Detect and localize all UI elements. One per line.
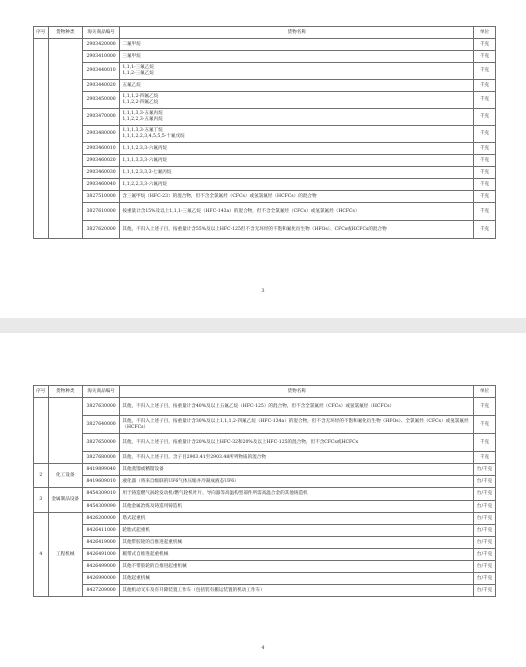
table-row xyxy=(34,434,496,452)
name-cell xyxy=(120,573,474,585)
unit-cell: 千克 xyxy=(474,191,496,203)
unit-cell: 千克 xyxy=(474,92,496,109)
unit-cell: 台/千克 xyxy=(474,476,496,488)
code-cell: 3827650000 xyxy=(82,434,119,452)
name-cell xyxy=(120,585,474,597)
kind-cell: 化工设备 xyxy=(48,464,82,488)
name-cell xyxy=(120,549,474,561)
seq-cell: 2 xyxy=(34,464,49,488)
table-row xyxy=(34,39,496,51)
code-cell: 3827640000 xyxy=(82,416,119,434)
code-cell: 3827680000 xyxy=(82,452,119,464)
document-page-3 xyxy=(0,0,526,318)
unit-cell: 台/千克 xyxy=(474,573,496,585)
header-kind: 货物种类 xyxy=(48,27,82,39)
seq-cell: 4 xyxy=(34,513,49,597)
code-cell: 8426419000 xyxy=(82,537,119,549)
page-number: 3 xyxy=(261,288,265,294)
table-row xyxy=(34,416,496,434)
unit-cell: 台/千克 xyxy=(474,549,496,561)
name-cell xyxy=(120,398,474,416)
name-line: 用于铸造燃气涡轮发动机/燃气轮机叶片、导向器等高温构型部件所需高温合金的其他铸造机 xyxy=(122,491,308,497)
name-line: 履带式自推进起重机械 xyxy=(122,551,169,557)
table-header-row xyxy=(34,386,496,398)
table-row xyxy=(34,51,496,63)
code-cell: 3827610000 xyxy=(82,203,119,221)
code-cell: 8454309010 xyxy=(82,488,119,501)
name-line: 塔式起重机 xyxy=(122,515,146,521)
table-row xyxy=(34,525,496,537)
unit-cell: 千克 xyxy=(474,143,496,155)
header-unit: 单位 xyxy=(474,27,496,39)
name-cell xyxy=(120,203,474,221)
table-row xyxy=(34,452,496,464)
table-row xyxy=(34,167,496,179)
table-row xyxy=(34,513,496,525)
code-cell: 8427209000 xyxy=(82,585,119,597)
code-cell: 8454309090 xyxy=(82,501,119,513)
name-cell xyxy=(120,51,474,63)
name-line: 1,1,2,2,3-五氟丙烷 xyxy=(122,117,163,122)
name-line: 其他，不归入上述子目，含子目2903.41至2903.48所列物质的混合物 xyxy=(122,454,266,460)
unit-cell: 台/千克 xyxy=(474,464,496,476)
table-row xyxy=(34,221,496,239)
kind-cell xyxy=(48,39,82,239)
name-cell xyxy=(120,537,474,549)
name-line: 1,1,1,3,3,3-六氟丙烷 xyxy=(122,157,168,163)
unit-cell: 台/千克 xyxy=(474,525,496,537)
header-name: 货物名称 xyxy=(120,386,474,398)
unit-cell: 千克 xyxy=(474,39,496,51)
table-header-row xyxy=(34,27,496,39)
name-cell xyxy=(120,143,474,155)
name-cell xyxy=(120,525,474,537)
name-line: 其他，不归入上述子目，按重量计含40%及以上五氟乙烷（HFC-125）的混合物，但不含全氯氟烃（CFCs）或氢氯氟烃（HCFCs） xyxy=(122,403,395,409)
unit-cell: 千克 xyxy=(474,203,496,221)
kind-cell xyxy=(48,398,82,464)
table-row xyxy=(34,561,496,573)
code-cell: 3827510000 xyxy=(82,191,119,203)
name-cell xyxy=(120,191,474,203)
document-page-4 xyxy=(0,333,526,667)
name-line: 含三氟甲烷（HFC-23）的混合物，但不含全氯氟烃（CFCs）或氢氯氟烃（HCFCs）的混合物 xyxy=(122,193,317,199)
seq-cell xyxy=(34,39,49,239)
name-line: 其他起重机械 xyxy=(122,575,150,581)
name-line: 1,1,1,2-四氟乙烷 xyxy=(122,94,159,100)
table-row xyxy=(34,476,496,488)
code-cell: 2903460010 xyxy=(82,143,119,155)
header-kind: 货物种类 xyxy=(48,386,82,398)
unit-cell: 千克 xyxy=(474,416,496,434)
name-line: 1,1,1,2,2,3,4,5,5,5-十氟戊烷 xyxy=(122,134,185,139)
unit-cell: 台/千克 xyxy=(474,585,496,597)
table-row xyxy=(34,398,496,416)
code-cell: 3827620000 xyxy=(82,221,119,239)
name-line: 轮胎式起重机 xyxy=(122,527,150,533)
code-cell: 2903480000 xyxy=(82,126,119,143)
name-line: 1,1,1,3,3-五氟丙烷 xyxy=(122,111,163,117)
table-row xyxy=(34,585,496,597)
table-row xyxy=(34,549,496,561)
table-row xyxy=(34,203,496,221)
unit-cell: 台/千克 xyxy=(474,513,496,525)
name-cell xyxy=(120,109,474,126)
name-cell xyxy=(120,488,474,501)
code-cell: 2903450000 xyxy=(82,92,119,109)
table-row xyxy=(34,501,496,513)
unit-cell: 千克 xyxy=(474,51,496,63)
code-cell: 2903440010 xyxy=(82,63,119,80)
goods-table-page-4 xyxy=(33,385,496,597)
name-cell xyxy=(120,92,474,109)
code-cell: 8426499000 xyxy=(82,561,119,573)
code-cell: 8419899040 xyxy=(82,464,119,476)
header-code: 海关商品编号 xyxy=(82,27,119,39)
name-line: 1,1,1,3,3-五氟丁烷 xyxy=(122,128,163,134)
unit-cell: 千克 xyxy=(474,398,496,416)
table-row xyxy=(34,126,496,143)
name-line: 1,1,1,2,3,3,3-七氟丙烷 xyxy=(122,169,172,175)
name-line: 其他，不归入上述子目，按重量计含55%及以上HFC-125但不含无环烃的不饱和氟化衍生物（HFOs）、CFCs或HCFCs的混合物 xyxy=(122,226,387,232)
table-row xyxy=(34,537,496,549)
table-row xyxy=(34,179,496,191)
name-line: 其他蒸馏或精馏设备 xyxy=(122,466,164,472)
name-cell xyxy=(120,221,474,239)
table-row xyxy=(34,92,496,109)
code-cell: 2903440020 xyxy=(82,80,119,92)
name-line: 1,1,2,2-四氟乙烷 xyxy=(122,100,159,105)
unit-cell: 千克 xyxy=(474,109,496,126)
page-number: 4 xyxy=(261,645,265,651)
name-line: 三氟甲烷 xyxy=(122,53,141,59)
code-cell: 2903410000 xyxy=(82,51,119,63)
name-cell xyxy=(120,126,474,143)
unit-cell: 千克 xyxy=(474,167,496,179)
kind-cell: 工程机械 xyxy=(48,513,82,597)
name-cell xyxy=(120,464,474,476)
unit-cell: 千克 xyxy=(474,434,496,452)
name-line: 其他不带胶轮的自推进起重机械 xyxy=(122,563,187,569)
name-line: 1,1,2-三氟乙烷 xyxy=(122,71,154,76)
name-line: 1,1,2,2,3,3-六氟丙烷 xyxy=(122,181,168,187)
table-row xyxy=(34,109,496,126)
code-cell: 2903420000 xyxy=(82,39,119,51)
code-cell: 8426200000 xyxy=(82,513,119,525)
name-line: 五氟乙烷 xyxy=(122,82,141,88)
unit-cell: 千克 xyxy=(474,221,496,239)
code-cell: 8426491000 xyxy=(82,549,119,561)
table-row xyxy=(34,464,496,476)
code-cell: 8426990000 xyxy=(82,573,119,585)
header-seq: 序号 xyxy=(34,27,49,39)
table-row xyxy=(34,573,496,585)
table-row xyxy=(34,155,496,167)
unit-cell: 台/千克 xyxy=(474,501,496,513)
name-line: 其他机动叉车及有升降装置工作车（包括装有搬运装置的机动工作车） xyxy=(122,587,265,593)
header-code: 海关商品编号 xyxy=(82,386,119,398)
name-cell xyxy=(120,416,474,434)
name-cell xyxy=(120,513,474,525)
name-cell xyxy=(120,63,474,80)
name-cell xyxy=(120,39,474,51)
code-cell: 8426411000 xyxy=(82,525,119,537)
unit-cell: 台/千克 xyxy=(474,488,496,501)
name-cell xyxy=(120,476,474,488)
table-row xyxy=(34,191,496,203)
goods-table-page-3 xyxy=(33,26,496,239)
name-line: 其他，不归入上述子目，按重量计含30%及以上1,1,1,2-四氟乙烷（HFC-134a）的混合物，但不含无环烃的不饱和氟化衍生物（HFOs）、全氯氟烃（CFCs）或氢氯氟烃（HCFCs） xyxy=(122,418,469,430)
header-name: 货物名称 xyxy=(120,27,474,39)
header-seq: 序号 xyxy=(34,386,49,398)
name-line: 按重量计含15%及以上1,1,1-三氟乙烷（HFC-143a）的混合物，但不含全氯氟烃（CFCs）或氢氯氟烃（HCFCs） xyxy=(122,208,360,214)
name-line: 其他带胶轮的自推进起重机械 xyxy=(122,539,183,545)
unit-cell: 千克 xyxy=(474,63,496,80)
code-cell: 2903470000 xyxy=(82,109,119,126)
unit-cell: 千克 xyxy=(474,80,496,92)
code-cell: 2903460030 xyxy=(82,167,119,179)
code-cell: 8419609010 xyxy=(82,476,119,488)
name-cell xyxy=(120,434,474,452)
seq-cell xyxy=(34,398,49,464)
name-cell xyxy=(120,167,474,179)
unit-cell: 千克 xyxy=(474,155,496,167)
name-cell xyxy=(120,452,474,464)
seq-cell: 3 xyxy=(34,488,49,513)
name-line: 其他金属冶炼及铸造用铸造机 xyxy=(122,503,183,509)
header-unit: 单位 xyxy=(474,386,496,398)
unit-cell: 台/千克 xyxy=(474,537,496,549)
code-cell: 3827630000 xyxy=(82,398,119,416)
kind-cell: 金属制品设备 xyxy=(48,488,82,513)
table-row xyxy=(34,63,496,80)
name-cell xyxy=(120,155,474,167)
name-line: 1,1,1-三氟乙烷 xyxy=(122,65,154,71)
table-row xyxy=(34,488,496,501)
name-cell xyxy=(120,501,474,513)
unit-cell: 千克 xyxy=(474,452,496,464)
name-line: 其他，不归入上述子目，按重量计含20%及以上HFC-32和20%及以上HFC-125的混合物，但不含CFCs或HCFCs xyxy=(122,439,359,445)
name-line: 液化器（将来自级联的UF6气体压缩并冷凝成液态UF6） xyxy=(122,478,239,484)
name-cell xyxy=(120,80,474,92)
unit-cell: 台/千克 xyxy=(474,561,496,573)
name-cell xyxy=(120,179,474,191)
name-cell xyxy=(120,561,474,573)
table-row xyxy=(34,80,496,92)
name-line: 二氟甲烷 xyxy=(122,41,141,47)
table-row xyxy=(34,143,496,155)
unit-cell: 千克 xyxy=(474,179,496,191)
code-cell: 2903460020 xyxy=(82,155,119,167)
name-line: 1,1,1,2,3,3-六氟丙烷 xyxy=(122,145,168,151)
code-cell: 2903460040 xyxy=(82,179,119,191)
unit-cell: 千克 xyxy=(474,126,496,143)
